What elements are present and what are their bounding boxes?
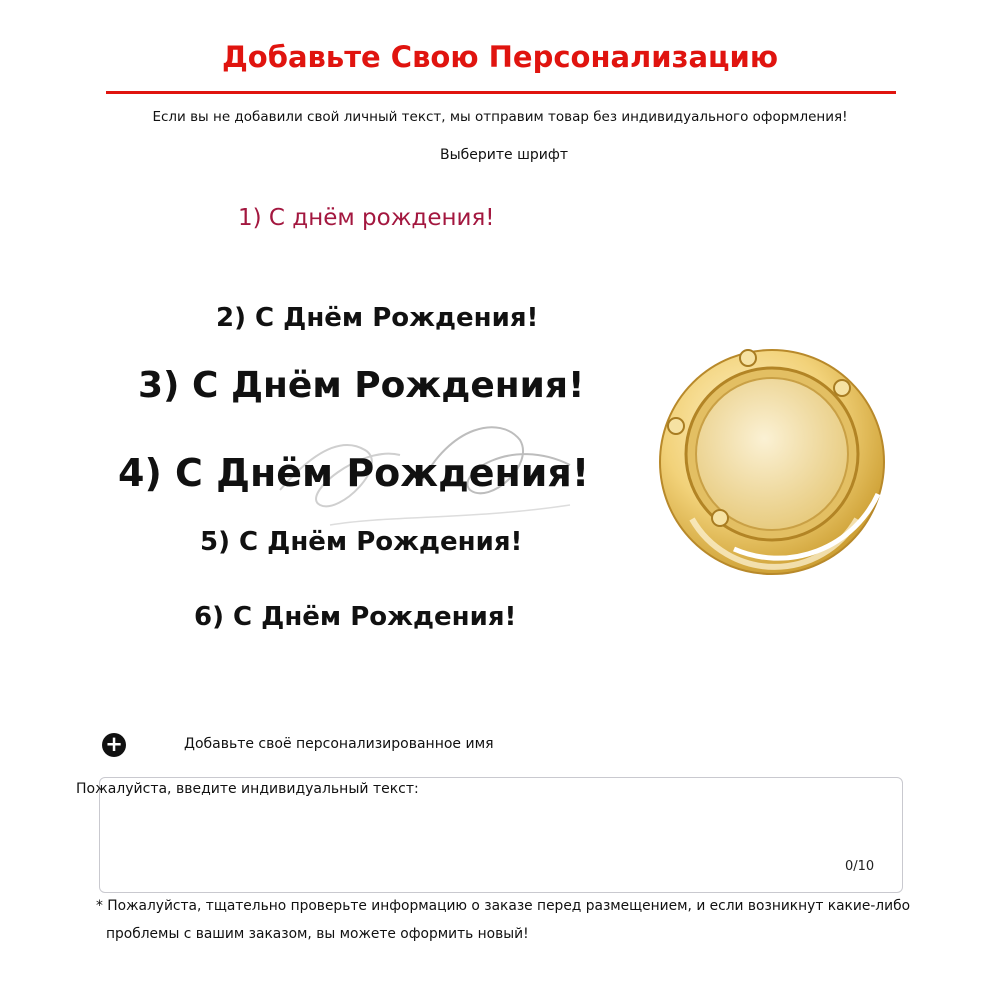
page-subtitle: Если вы не добавили свой личный текст, мы отправим товар без индивидуального оформления! <box>152 109 848 125</box>
gold-bag-hook-image <box>652 344 892 584</box>
order-note-line-2: проблемы с вашим заказом, вы можете оформить новый! <box>106 926 529 942</box>
font-option-4[interactable]: 4) С Днём Рождения! <box>118 451 590 495</box>
order-note-line-1: * Пожалуйста, тщательно проверьте информацию о заказе перед размещением, и если возникнут какие-либо <box>96 898 911 914</box>
personalization-input-label: Пожалуйста, введите индивидуальный текст: <box>76 781 419 797</box>
font-option-1[interactable]: 1) С днём рождения! <box>238 205 495 231</box>
font-option-5[interactable]: 5) С Днём Рождения! <box>200 527 523 557</box>
plus-circle-icon[interactable]: + <box>102 733 126 757</box>
page-title: Добавьте Свою Персонализацию <box>221 40 779 74</box>
title-divider <box>106 91 896 94</box>
font-option-2[interactable]: 2) С Днём Рождения! <box>216 303 539 333</box>
character-counter: 0/10 <box>845 859 875 874</box>
font-option-6[interactable]: 6) С Днём Рождения! <box>194 602 517 632</box>
font-option-3[interactable]: 3) С Днём Рождения! <box>138 365 585 406</box>
font-picker-label: Выберите шрифт <box>439 147 569 163</box>
add-personalization-label[interactable]: Добавьте своё персонализированное имя <box>184 736 494 752</box>
